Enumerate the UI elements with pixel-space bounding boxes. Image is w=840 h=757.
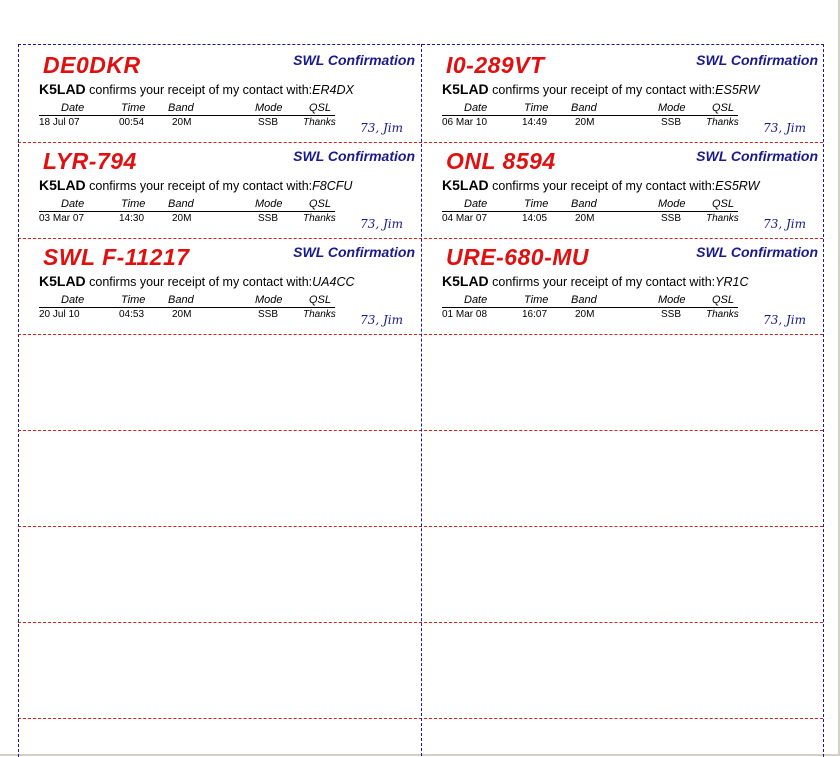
- header-band: Band: [571, 102, 597, 114]
- contact-callsign: ES5RW: [715, 179, 760, 193]
- column-headers: [442, 197, 738, 212]
- header-band: Band: [168, 102, 194, 114]
- contact-values: [39, 213, 339, 227]
- header-mode: Mode: [658, 294, 686, 306]
- value-time: 04:53: [119, 309, 145, 320]
- operator-callsign: K5LAD: [442, 81, 489, 97]
- value-date: 18 Jul 07: [39, 117, 80, 128]
- value-time: 14:30: [119, 213, 145, 224]
- confirm-line: [39, 81, 354, 97]
- signature: 73, Jim: [360, 121, 403, 135]
- confirm-line: [39, 273, 355, 289]
- header-mode: Mode: [658, 198, 686, 210]
- column-headers: [39, 293, 335, 308]
- header-qsl: QSL: [309, 294, 332, 306]
- header-time: Time: [121, 102, 146, 114]
- callsign: SWL F-11217: [43, 244, 190, 270]
- swl-confirmation-label: SWL Confirmation: [696, 52, 818, 68]
- confirm-line: [39, 177, 352, 193]
- qsl-card: [422, 237, 824, 333]
- confirm-text: confirms your receipt of my contact with:: [488, 179, 716, 193]
- callsign: DE0DKR: [43, 52, 141, 78]
- header-date: Date: [61, 294, 85, 306]
- signature: 73, Jim: [763, 217, 806, 231]
- value-band: 20M: [575, 117, 595, 128]
- value-date: 03 Mar 07: [39, 213, 85, 224]
- qsl-card: [422, 45, 824, 141]
- value-time: 00:54: [119, 117, 145, 128]
- header-time: Time: [524, 198, 549, 210]
- value-qsl: Thanks: [706, 309, 739, 320]
- header-time: Time: [524, 294, 549, 306]
- swl-confirmation-label: SWL Confirmation: [696, 148, 818, 164]
- contact-callsign: YR1C: [715, 275, 749, 289]
- column-headers: [39, 101, 335, 116]
- value-date: 04 Mar 07: [442, 213, 488, 224]
- value-date: 20 Jul 10: [39, 309, 80, 320]
- confirm-line: [442, 273, 748, 289]
- value-mode: SSB: [258, 309, 279, 320]
- confirm-text: confirms your receipt of my contact with:: [85, 179, 313, 193]
- column-headers: [442, 101, 738, 116]
- header-band: Band: [168, 294, 194, 306]
- header-date: Date: [464, 294, 488, 306]
- value-mode: SSB: [661, 117, 682, 128]
- header-qsl: QSL: [712, 294, 735, 306]
- callsign: ONL 8594: [446, 148, 556, 174]
- signature: 73, Jim: [763, 121, 806, 135]
- operator-callsign: K5LAD: [39, 81, 86, 97]
- value-mode: SSB: [661, 213, 682, 224]
- value-band: 20M: [172, 117, 192, 128]
- operator-callsign: K5LAD: [39, 273, 86, 289]
- header-band: Band: [571, 294, 597, 306]
- column-headers: [39, 197, 335, 212]
- signature: 73, Jim: [360, 217, 403, 231]
- contact-values: [442, 309, 742, 323]
- header-qsl: QSL: [309, 198, 332, 210]
- header-mode: Mode: [255, 294, 283, 306]
- header-qsl: QSL: [712, 198, 735, 210]
- value-band: 20M: [575, 309, 595, 320]
- contact-values: [39, 309, 339, 323]
- swl-confirmation-label: SWL Confirmation: [293, 148, 415, 164]
- value-qsl: Thanks: [303, 117, 336, 128]
- operator-callsign: K5LAD: [442, 177, 489, 193]
- value-qsl: Thanks: [303, 309, 336, 320]
- signature: 73, Jim: [763, 313, 806, 327]
- header-mode: Mode: [658, 102, 686, 114]
- confirm-text: confirms your receipt of my contact with:: [488, 83, 716, 97]
- contact-callsign: UA4CC: [312, 275, 355, 289]
- confirm-line: [442, 81, 759, 97]
- header-band: Band: [168, 198, 194, 210]
- qsl-card: [19, 237, 421, 333]
- callsign: I0-289VT: [446, 52, 545, 78]
- confirm-text: confirms your receipt of my contact with:: [85, 275, 313, 289]
- value-mode: SSB: [661, 309, 682, 320]
- value-date: 06 Mar 10: [442, 117, 488, 128]
- value-band: 20M: [575, 213, 595, 224]
- swl-confirmation-label: SWL Confirmation: [696, 244, 818, 260]
- header-date: Date: [464, 102, 488, 114]
- header-mode: Mode: [255, 102, 283, 114]
- column-headers: [442, 293, 738, 308]
- qsl-card: [19, 45, 421, 141]
- swl-confirmation-label: SWL Confirmation: [293, 52, 415, 68]
- qsl-card: [19, 141, 421, 237]
- contact-values: [442, 213, 742, 227]
- confirm-text: confirms your receipt of my contact with:: [85, 83, 313, 97]
- contact-values: [442, 117, 742, 131]
- contact-callsign: ES5RW: [715, 83, 760, 97]
- contact-values: [39, 117, 339, 131]
- value-band: 20M: [172, 213, 192, 224]
- operator-callsign: K5LAD: [39, 177, 86, 193]
- header-time: Time: [524, 102, 549, 114]
- operator-callsign: K5LAD: [442, 273, 489, 289]
- callsign: LYR-794: [43, 148, 137, 174]
- header-qsl: QSL: [309, 102, 332, 114]
- qsl-card: [422, 141, 824, 237]
- value-time: 14:49: [522, 117, 548, 128]
- header-mode: Mode: [255, 198, 283, 210]
- header-date: Date: [464, 198, 488, 210]
- swl-confirmation-label: SWL Confirmation: [293, 244, 415, 260]
- header-band: Band: [571, 198, 597, 210]
- header-time: Time: [121, 198, 146, 210]
- value-date: 01 Mar 08: [442, 309, 488, 320]
- value-qsl: Thanks: [706, 213, 739, 224]
- value-mode: SSB: [258, 213, 279, 224]
- confirm-line: [442, 177, 759, 193]
- value-band: 20M: [172, 309, 192, 320]
- value-qsl: Thanks: [303, 213, 336, 224]
- confirm-text: confirms your receipt of my contact with:: [488, 275, 716, 289]
- value-time: 14:05: [522, 213, 548, 224]
- value-qsl: Thanks: [706, 117, 739, 128]
- header-date: Date: [61, 102, 85, 114]
- callsign: URE-680-MU: [446, 244, 590, 270]
- header-date: Date: [61, 198, 85, 210]
- contact-callsign: ER4DX: [312, 83, 354, 97]
- signature: 73, Jim: [360, 313, 403, 327]
- header-time: Time: [121, 294, 146, 306]
- value-time: 16:07: [522, 309, 548, 320]
- value-mode: SSB: [258, 117, 279, 128]
- header-qsl: QSL: [712, 102, 735, 114]
- contact-callsign: F8CFU: [312, 179, 353, 193]
